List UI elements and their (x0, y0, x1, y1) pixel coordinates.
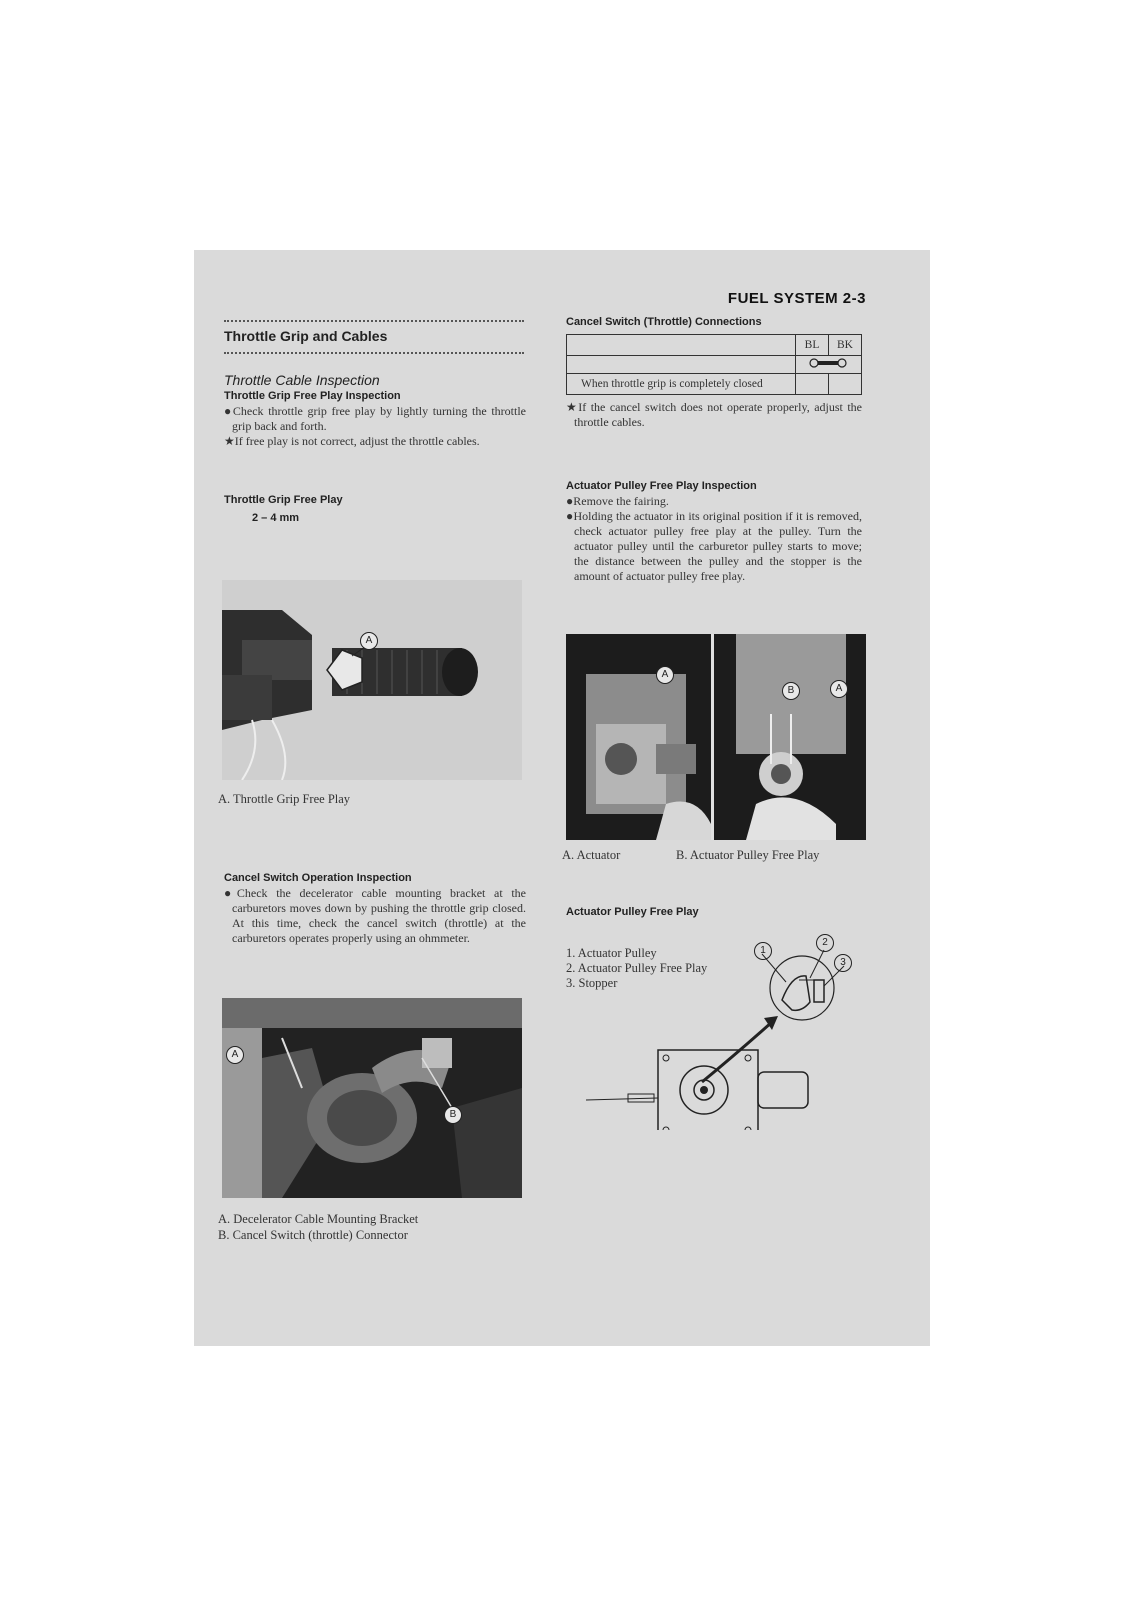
legend-item: 3. Stopper (566, 976, 618, 990)
carburetor-photo (222, 998, 522, 1198)
cancel-instructions (224, 886, 526, 946)
marker-a: A (226, 1046, 244, 1064)
throttle-grip-photo (222, 580, 522, 780)
spec-label: Throttle Grip Free Play (224, 494, 343, 506)
connections-table (566, 334, 862, 395)
subsection-title: Throttle Cable Inspection (224, 372, 380, 388)
section-header: FUEL SYSTEM 2-3 (727, 290, 866, 307)
photo-caption: B. Actuator Pulley Free Play (676, 848, 820, 862)
grip-instructions (224, 404, 526, 449)
marker-b: B (444, 1106, 462, 1124)
spec-value: 2 – 4 mm (252, 512, 300, 524)
photo-caption: A. Throttle Grip Free Play (218, 792, 351, 806)
marker-3: 3 (834, 954, 852, 972)
marker-a: A (360, 632, 378, 650)
legend-item: 2. Actuator Pulley Free Play (566, 961, 708, 975)
marker-2: 2 (816, 934, 834, 952)
marker-a: A (656, 666, 674, 684)
col-header-bl: BL (796, 335, 829, 356)
manual-page (194, 250, 930, 1346)
legend-item: 1. Actuator Pulley (566, 946, 657, 960)
bullet-item: ●Check the decelerator cable mounting bracket at the carburetors moves down by pushing the throttle grip closed. At this time, check the cancel switch (throttle) at the carburetors operates properly using an ohmmeter. (224, 886, 526, 945)
continuity-symbol (796, 356, 862, 374)
cancel-heading: Cancel Switch Operation Inspection (224, 872, 412, 884)
bullet-item: ●Check throttle grip free play by lightly turning the throttle grip back and forth. (224, 404, 526, 433)
bullet-item: ●Holding the actuator in its original position if it is removed, check actuator pulley free play at the pulley. Turn the actuator pulley until the carburetor pulley starts to move; the distance between the pulley and the stopper is the amount of actuator pulley free play. (566, 509, 862, 583)
photo-caption: B. Cancel Switch (throttle) Connector (218, 1228, 408, 1242)
photo-caption: A. Actuator (562, 848, 621, 862)
pulley-instructions (566, 494, 862, 584)
actuator-photo (566, 634, 866, 840)
row-label: When throttle grip is completely closed (567, 374, 796, 395)
connection-note: ★If the cancel switch does not operate properly, adjust the throttle cables. (566, 400, 862, 429)
pulley-heading: Actuator Pulley Free Play Inspection (566, 480, 757, 492)
connections-heading: Cancel Switch (Throttle) Connections (566, 316, 762, 328)
marker-a: A (830, 680, 848, 698)
marker-1: 1 (754, 942, 772, 960)
section-title: Throttle Grip and Cables (224, 328, 388, 344)
bullet-item: ●Remove the fairing. (566, 494, 669, 508)
diagram-heading: Actuator Pulley Free Play (566, 906, 699, 918)
grip-heading: Throttle Grip Free Play Inspection (224, 390, 401, 402)
marker-b: B (782, 682, 800, 700)
dotted-rule (224, 352, 524, 354)
actuator-diagram (566, 930, 866, 1130)
photo-caption: A. Decelerator Cable Mounting Bracket (218, 1212, 419, 1226)
col-header-bk: BK (829, 335, 862, 356)
dotted-rule (224, 320, 524, 322)
bullet-item: ★If free play is not correct, adjust the throttle cables. (224, 434, 480, 448)
